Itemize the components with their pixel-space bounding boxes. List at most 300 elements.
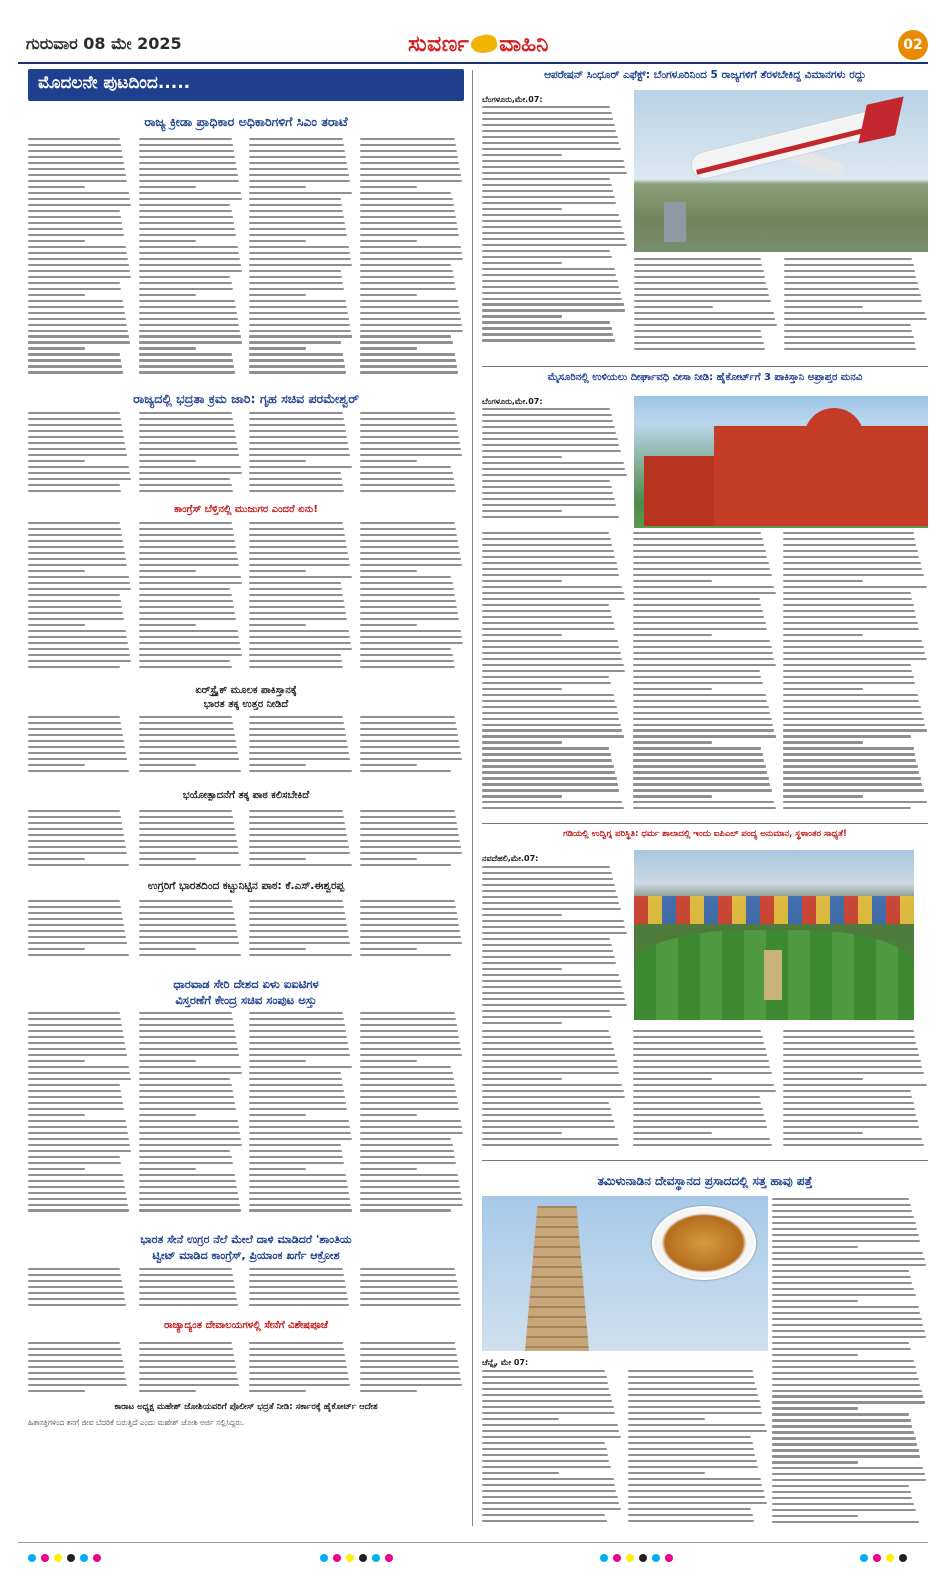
page-number-badge: 02	[898, 30, 928, 60]
text-line	[772, 1449, 919, 1451]
text-line	[28, 828, 123, 830]
text-line	[139, 359, 233, 361]
text-line	[28, 612, 123, 614]
text-line	[249, 918, 346, 920]
headline-right-4: ತಮಿಳುನಾಡಿನ ದೇವಸ್ಥಾನದ ಪ್ರಸಾದದಲ್ಲಿ ಸತ್ತ ಹಾವು ಪತ್ತೆ	[597, 1174, 813, 1188]
text-line	[482, 160, 624, 162]
text-line	[249, 606, 345, 608]
text-line	[360, 418, 456, 420]
text-line	[28, 1054, 127, 1056]
text-line	[28, 1378, 126, 1380]
text-line	[482, 1114, 612, 1116]
text-line	[28, 1298, 125, 1300]
text-line	[482, 968, 562, 970]
text-line	[633, 592, 776, 594]
text-line	[28, 1126, 127, 1128]
text-line	[633, 700, 768, 702]
text-line	[360, 606, 457, 608]
text-line	[772, 1234, 919, 1236]
text-line	[139, 552, 237, 554]
text-line	[482, 670, 625, 672]
text-line	[28, 210, 120, 212]
text-line	[634, 282, 766, 284]
text-line	[28, 636, 127, 638]
text-line	[783, 700, 919, 702]
text-line	[482, 1060, 617, 1062]
text-line	[28, 306, 124, 308]
text-line	[360, 1354, 457, 1356]
text-line	[784, 348, 916, 350]
text-line	[139, 1198, 239, 1200]
text-line	[482, 592, 624, 594]
text-line	[482, 315, 562, 317]
text-line	[628, 1370, 753, 1372]
text-line	[249, 576, 352, 578]
text-line	[360, 900, 455, 902]
text-line	[360, 210, 455, 212]
text-line	[28, 228, 123, 230]
text-column	[139, 138, 244, 377]
article-body-left-3	[28, 522, 464, 672]
text-line	[633, 694, 766, 696]
text-line	[772, 1497, 912, 1499]
text-line	[249, 240, 306, 242]
text-line	[482, 208, 562, 210]
text-line	[139, 1378, 238, 1380]
text-line	[783, 616, 916, 618]
text-line	[360, 198, 453, 200]
text-line	[633, 807, 776, 809]
text-line	[139, 948, 196, 950]
text-line	[783, 556, 919, 558]
text-line	[633, 664, 776, 666]
text-line	[28, 1180, 124, 1182]
text-line	[633, 688, 713, 690]
text-line	[28, 930, 125, 932]
text-line	[482, 124, 615, 126]
text-line	[249, 341, 341, 343]
text-line	[482, 1436, 621, 1438]
text-line	[28, 288, 121, 290]
text-line	[28, 918, 123, 920]
text-line	[482, 1382, 608, 1384]
text-line	[139, 534, 234, 536]
text-line	[633, 556, 768, 558]
text-line	[249, 347, 306, 349]
text-line	[28, 618, 124, 620]
text-line	[482, 1418, 559, 1420]
text-line	[772, 1401, 925, 1403]
text-line	[360, 1162, 456, 1164]
text-line	[360, 1054, 462, 1056]
text-line	[360, 1090, 456, 1092]
text-line	[249, 138, 343, 140]
text-line	[482, 706, 617, 708]
text-line	[482, 562, 617, 564]
text-line	[360, 222, 457, 224]
text-line	[360, 752, 461, 754]
text-line	[139, 722, 233, 724]
text-line	[633, 562, 769, 564]
temple-gopuram	[522, 1206, 592, 1351]
text-line	[482, 1430, 619, 1432]
text-line	[28, 582, 130, 584]
text-line	[139, 318, 238, 320]
text-line	[28, 1120, 126, 1122]
text-line	[139, 1268, 232, 1270]
text-line	[139, 588, 231, 590]
text-line	[249, 534, 345, 536]
headline-left-7-line-1: ಧಾರವಾಡ ಸೇರಿ ದೇಶದ ಏಳು ಐಐಟಿಗಳ	[173, 977, 319, 991]
text-line	[249, 478, 342, 480]
text-line	[139, 424, 234, 426]
text-line	[360, 552, 460, 554]
text-line	[772, 1372, 917, 1374]
text-line	[628, 1466, 758, 1468]
text-line	[633, 1102, 762, 1104]
text-line	[249, 1030, 346, 1032]
cricket-pitch	[764, 950, 782, 1000]
text-line	[28, 764, 85, 766]
text-line	[139, 276, 231, 278]
text-line	[482, 574, 619, 576]
text-line	[772, 1300, 858, 1302]
text-line	[482, 1120, 614, 1122]
text-line	[139, 412, 232, 414]
text-column	[249, 138, 354, 377]
text-line	[249, 746, 348, 748]
text-line	[249, 1390, 306, 1392]
text-line	[28, 528, 121, 530]
text-line	[28, 1102, 123, 1104]
text-line	[628, 1478, 761, 1480]
text-line	[783, 538, 915, 540]
text-line	[360, 522, 455, 524]
text-line	[139, 1209, 241, 1211]
text-line	[28, 924, 124, 926]
text-line	[139, 828, 235, 830]
text-line	[482, 950, 613, 952]
text-line	[360, 318, 461, 320]
text-line	[360, 906, 456, 908]
text-line	[634, 348, 765, 350]
text-line	[249, 722, 344, 724]
text-line	[633, 753, 763, 755]
text-line	[139, 822, 234, 824]
text-line	[28, 1084, 120, 1086]
text-line	[249, 318, 349, 320]
text-line	[360, 472, 453, 474]
text-line	[139, 648, 241, 650]
text-line	[28, 1348, 121, 1350]
text-line	[633, 652, 773, 654]
text-line	[783, 586, 926, 588]
text-line	[139, 1156, 232, 1158]
text-line	[360, 484, 455, 486]
text-line	[633, 1132, 713, 1134]
text-line	[249, 1012, 343, 1014]
text-line	[249, 600, 344, 602]
text-line	[28, 186, 85, 188]
text-line	[249, 359, 344, 361]
text-line	[249, 1204, 351, 1206]
text-line	[139, 454, 239, 456]
text-line	[783, 658, 926, 660]
text-line	[249, 353, 343, 355]
text-line	[482, 420, 613, 422]
text-line	[249, 424, 345, 426]
text-line	[139, 758, 239, 760]
text-line	[482, 622, 614, 624]
text-line	[139, 442, 237, 444]
text-line	[482, 1132, 562, 1134]
text-line	[28, 1372, 125, 1374]
text-line	[360, 1114, 417, 1116]
text-line	[633, 610, 763, 612]
text-line	[772, 1407, 858, 1409]
footer-rule	[18, 1542, 928, 1543]
text-line	[139, 484, 232, 486]
column-divider	[472, 70, 473, 1526]
text-line	[249, 1060, 306, 1062]
text-line	[28, 156, 123, 158]
text-line	[139, 1168, 196, 1170]
text-line	[249, 654, 341, 656]
text-line	[28, 1204, 128, 1206]
text-line	[360, 288, 456, 290]
text-line	[249, 210, 343, 212]
text-line	[139, 810, 232, 812]
text-line	[482, 1412, 615, 1414]
text-line	[633, 1090, 776, 1092]
text-line	[360, 300, 458, 302]
text-line	[360, 834, 459, 836]
text-line	[139, 144, 233, 146]
text-line	[360, 600, 456, 602]
text-line	[139, 306, 236, 308]
text-line	[783, 1114, 916, 1116]
text-column	[249, 810, 354, 870]
text-line	[783, 795, 863, 797]
text-line	[783, 783, 922, 785]
text-line	[139, 642, 240, 644]
text-line	[139, 1192, 238, 1194]
text-column	[482, 532, 627, 813]
masthead	[18, 28, 928, 64]
text-line	[249, 716, 343, 718]
text-line	[783, 628, 919, 630]
text-line	[139, 1280, 234, 1282]
text-line	[360, 828, 458, 830]
text-line	[249, 258, 351, 260]
text-line	[28, 1209, 129, 1211]
text-line	[633, 616, 765, 618]
text-line	[482, 795, 562, 797]
text-line	[360, 276, 454, 278]
text-line	[28, 365, 122, 367]
headline-left-8-line-2: ಟ್ವೀಟ್ ಮಾಡಿದ ಕಾಂಗ್ರೆಸ್, ಪ್ರಿಯಾಂಕ ಖರ್ಗೆ ಆಕ್ರೋಶ	[152, 1249, 340, 1262]
text-line	[482, 327, 612, 329]
text-line	[28, 1024, 122, 1026]
text-line	[249, 1090, 344, 1092]
text-line	[249, 864, 352, 866]
article-body-right-3b	[482, 1030, 928, 1150]
text-line	[482, 298, 622, 300]
text-line	[28, 1096, 122, 1098]
text-line	[634, 306, 713, 308]
text-line	[360, 270, 453, 272]
dateline-right-1: ಬೆಂಗಳೂರು,ಮೇ.07:	[482, 95, 543, 104]
text-line	[249, 1298, 348, 1300]
text-line	[482, 586, 622, 588]
text-line	[633, 658, 775, 660]
text-line	[139, 460, 196, 462]
article-body-left-8	[28, 1268, 464, 1312]
text-line	[28, 606, 122, 608]
text-line	[482, 1144, 619, 1146]
article-body-right-4a	[772, 1198, 928, 1528]
text-line	[249, 540, 346, 542]
text-line	[249, 1360, 346, 1362]
text-column	[139, 1342, 244, 1396]
text-line	[783, 765, 918, 767]
text-line	[633, 729, 775, 731]
text-line	[249, 436, 347, 438]
text-line	[784, 294, 921, 296]
text-line	[249, 186, 306, 188]
text-line	[28, 834, 124, 836]
text-line	[482, 676, 609, 678]
text-line	[633, 550, 766, 552]
text-line	[482, 462, 624, 464]
text-line	[28, 1186, 125, 1188]
text-line	[28, 204, 131, 206]
text-line	[249, 1018, 344, 1020]
text-line	[783, 544, 916, 546]
text-line	[482, 274, 616, 276]
text-line	[360, 324, 462, 326]
text-line	[249, 816, 344, 818]
text-line	[249, 810, 343, 812]
text-line	[360, 576, 452, 578]
cricket-stadium-photo	[634, 850, 914, 1020]
text-line	[360, 192, 452, 194]
text-line	[139, 1114, 196, 1116]
text-line	[139, 528, 233, 530]
text-line	[633, 1144, 772, 1146]
text-line	[783, 1138, 922, 1140]
text-line	[482, 598, 625, 600]
text-line	[28, 1162, 121, 1164]
text-line	[360, 864, 452, 866]
text-line	[28, 1012, 120, 1014]
text-line	[482, 884, 615, 886]
text-line	[360, 359, 456, 361]
text-column	[784, 258, 928, 354]
text-line	[360, 1102, 458, 1104]
text-line	[482, 268, 615, 270]
text-line	[772, 1360, 914, 1362]
text-line	[482, 694, 614, 696]
text-line	[249, 264, 352, 266]
text-line	[28, 1274, 121, 1276]
text-line	[249, 454, 350, 456]
text-line	[249, 660, 342, 662]
text-line	[249, 1132, 351, 1134]
text-line	[28, 822, 122, 824]
text-line	[28, 630, 126, 632]
text-line	[360, 228, 458, 230]
text-line	[783, 646, 923, 648]
text-line	[360, 1209, 452, 1211]
text-line	[360, 264, 452, 266]
article-body-right-2a	[482, 408, 628, 523]
text-line	[783, 1030, 913, 1032]
text-line	[360, 770, 452, 772]
text-column	[360, 1268, 465, 1310]
text-line	[482, 729, 622, 731]
text-line	[482, 1514, 605, 1516]
text-line	[482, 426, 615, 428]
text-line	[482, 1054, 615, 1056]
text-line	[784, 288, 919, 290]
headline-left-5: ಭಯೋತ್ಪಾದನೆಗೆ ತಕ್ಕ ಪಾಠ ಕಲಿಸಬೇಕಿದೆ	[182, 790, 310, 801]
text-line	[634, 330, 761, 332]
text-line	[783, 1102, 913, 1104]
text-line	[360, 716, 455, 718]
text-line	[28, 576, 129, 578]
text-line	[784, 342, 915, 344]
text-line	[783, 688, 863, 690]
text-line	[28, 558, 126, 560]
text-line	[360, 912, 457, 914]
text-line	[139, 1384, 239, 1386]
text-line	[482, 580, 562, 582]
text-line	[628, 1502, 767, 1504]
text-line	[360, 1126, 462, 1128]
text-line	[783, 592, 910, 594]
text-line	[360, 168, 460, 170]
text-line	[633, 682, 763, 684]
text-line	[249, 144, 344, 146]
text-line	[360, 1144, 453, 1146]
text-line	[772, 1395, 923, 1397]
text-line	[249, 624, 306, 626]
text-line	[360, 734, 458, 736]
text-line	[28, 846, 126, 848]
text-line	[772, 1216, 914, 1218]
text-line	[139, 1066, 241, 1068]
text-line	[139, 1162, 233, 1164]
text-line	[482, 866, 610, 868]
text-line	[139, 816, 233, 818]
text-line	[783, 1090, 910, 1092]
text-line	[633, 670, 760, 672]
text-line	[482, 771, 615, 773]
text-line	[360, 1150, 454, 1152]
text-line	[139, 472, 242, 474]
text-line	[360, 930, 460, 932]
text-line	[249, 764, 306, 766]
text-line	[482, 908, 621, 910]
text-line	[139, 1360, 235, 1362]
text-line	[784, 258, 912, 260]
text-line	[139, 330, 240, 332]
text-line	[634, 318, 775, 320]
text-line	[482, 1376, 607, 1378]
text-line	[784, 282, 918, 284]
text-line	[783, 1126, 919, 1128]
